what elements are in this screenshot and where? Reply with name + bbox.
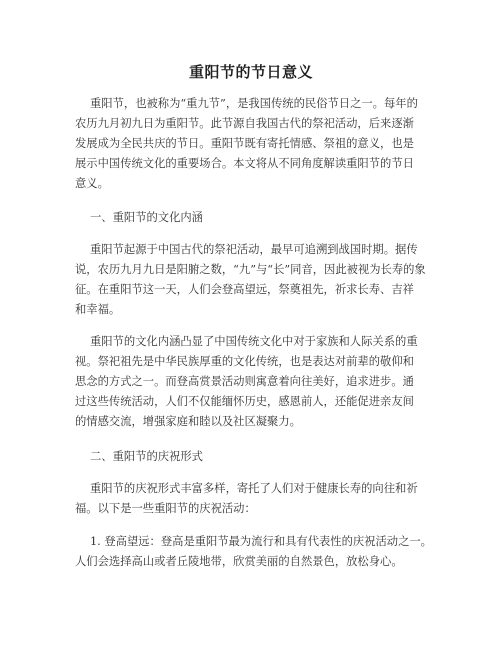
paragraph-3-line-5: 的情感交流，增强家庭和睦以及社区凝聚力。 (75, 415, 301, 428)
section-heading-2: 二、重阳节的庆祝形式 (90, 450, 203, 463)
paragraph-1-line-1: 重阳节，也被称为“重九节”，是我国传统的民俗节日之一。每年的 (90, 97, 418, 110)
paragraph-2-line-2: 说，农历九月九日是阳腑之数，“九”与“长”同音，因此被视为长寿的象 (75, 263, 426, 276)
paragraph-2-line-4: 和幸福。 (75, 303, 121, 316)
paragraph-3-line-3: 思念的方式之一。而登高赏景活动则寓意着向往美好，追求进步。通 (75, 375, 414, 388)
paragraph-2-line-3: 征。在重阳节这一天，人们会登高望远，祭奠祖先，祈求长寿、吉祥 (75, 283, 414, 296)
list-item-1-line-1: 1. 登高望远：登高是重阳节最为流行和具有代表性的庆祝活动之一。 (90, 535, 432, 548)
paragraph-4-line-1: 重阳节的庆祝形式丰富多样，寄托了人们对于健康长寿的向往和祈 (90, 482, 418, 495)
paragraph-3-line-1: 重阳节的文化内涵凸显了中国传统文化中对于家族和人际关系的重 (90, 335, 418, 348)
paragraph-3-line-4: 过这些传统活动，人们不仅能缅怀历史，感恩前人，还能促进亲友间 (75, 395, 414, 408)
document-title: 重阳节的节日意义 (188, 63, 313, 81)
paragraph-1-line-5: 意义。 (75, 177, 109, 190)
paragraph-1-line-3: 发展成为全民共庆的节日。重阳节既有寄托情感、祭祖的意义，也是 (75, 137, 414, 150)
list-item-1-line-2: 人们会选择高山或者丘陵地带，欣赏美丽的自然景色，放松身心。 (75, 555, 403, 568)
paragraph-4-line-2: 福。以下是一些重阳节的庆祝活动： (75, 502, 256, 515)
paragraph-3-line-2: 视。祭祀祖先是中华民族厚重的文化传统，也是表达对前辈的敬仰和 (75, 355, 414, 368)
paragraph-1-line-4: 展示中国传统文化的重要场合。本文将从不同角度解读重阳节的节日 (75, 157, 414, 170)
paragraph-1-line-2: 农历九月初九日为重阳节。此节源自我国古代的祭祀活动，后来逐渐 (75, 117, 414, 130)
paragraph-2-line-1: 重阳节起源于中国古代的祭祀活动，最早可追溯到战国时期。据传 (90, 243, 418, 256)
section-heading-1: 一、重阳节的文化内涵 (90, 211, 203, 224)
